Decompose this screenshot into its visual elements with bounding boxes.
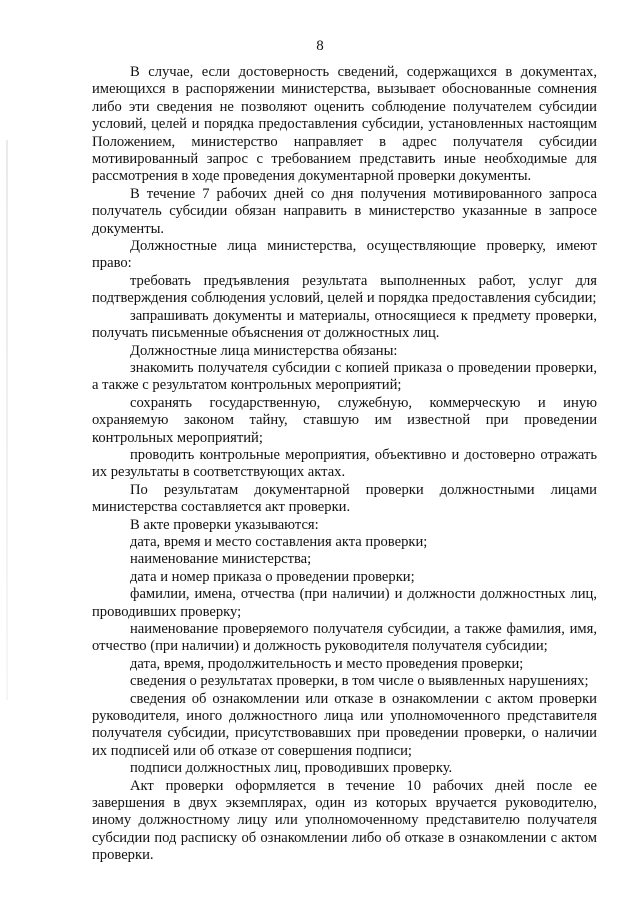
- paragraph: По результатам документарной проверки должностными лицами министерства составляется акт проверки.: [92, 481, 597, 516]
- paragraph: подписи должностных лиц, проводивших проверку.: [130, 760, 453, 777]
- paragraph: В акте проверки указываются:: [130, 516, 319, 533]
- scan-edge-shadow: [6, 140, 8, 700]
- paragraph: Акт проверки оформляется в течение 10 рабочих дней после ее завершения в двух экземплярах, один из которых вручается руководителю, иному должностному лицу или уполномоченному представителю получателя субсидии под расписку об ознакомлении либо об отказе в ознакомлении с актом проверки.: [92, 777, 597, 864]
- document-body: [92, 64, 597, 865]
- paragraph: проводить контрольные мероприятия, объективно и достоверно отражать их результаты в соответствующих актах.: [92, 446, 597, 481]
- paragraph: наименование проверяемого получателя субсидии, а также фамилия, имя, отчество (при наличии) и должность руководителя получателя субсидии;: [92, 621, 597, 655]
- paragraph: знакомить получателя субсидии с копией приказа о проведении проверки, а также с результатом контрольных мероприятий;: [92, 359, 597, 394]
- paragraph: дата и номер приказа о проведении проверки;: [130, 568, 415, 585]
- paragraph: дата, время, продолжительность и место проведения проверки;: [130, 655, 524, 672]
- paragraph: Должностные лица министерства, осуществляющие проверку, имеют право:: [92, 238, 597, 272]
- paragraph: В случае, если достоверность сведений, содержащихся в документах, имеющихся в распоряжении министерства, вызывает обоснованные сомнения либо эти сведения не позволяют оценить соблюдение получателем субсидии условий, целей и порядка предоставления субсидии, установленных настоящим Положением, министерство направляет в адрес получателя субсидии мотивированный запрос с требованием представить иные необходимые для рассмотрения в ходе проведения документарной проверки документы.: [92, 64, 597, 185]
- paragraph: сведения об ознакомлении или отказе в ознакомлении с актом проверки руководителя, иного должностного лица или уполномоченного представителя получателя субсидии, присутствовавших при проведении проверки, о наличии их подписей или об отказе от совершения подписи;: [92, 690, 597, 759]
- paragraph: фамилии, имена, отчества (при наличии) и должности должностных лиц, проводивших проверку;: [92, 586, 597, 620]
- paragraph: дата, время и место составления акта проверки;: [130, 533, 428, 550]
- paragraph: Должностные лица министерства обязаны:: [130, 342, 398, 359]
- paragraph: наименование министерства;: [130, 551, 312, 568]
- paragraph: запрашивать документы и материалы, относящиеся к предмету проверки, получать письменные объяснения от должностных лиц.: [92, 307, 597, 342]
- paragraph: сохранять государственную, служебную, коммерческую и иную охраняемую законом тайну, ставшую им известной при проведении контрольных мероприятий;: [92, 394, 597, 446]
- page-number: 8: [316, 38, 324, 54]
- paragraph: В течение 7 рабочих дней со дня получения мотивированного запроса получатель субсидии обязан направить в министерство указанные в запросе документы.: [92, 185, 597, 237]
- paragraph: сведения о результатах проверки, в том числе о выявленных нарушениях;: [130, 673, 589, 690]
- paragraph: требовать предъявления результата выполненных работ, услуг для подтверждения соблюдения условий, целей и порядка предоставления субсидии;: [92, 272, 597, 307]
